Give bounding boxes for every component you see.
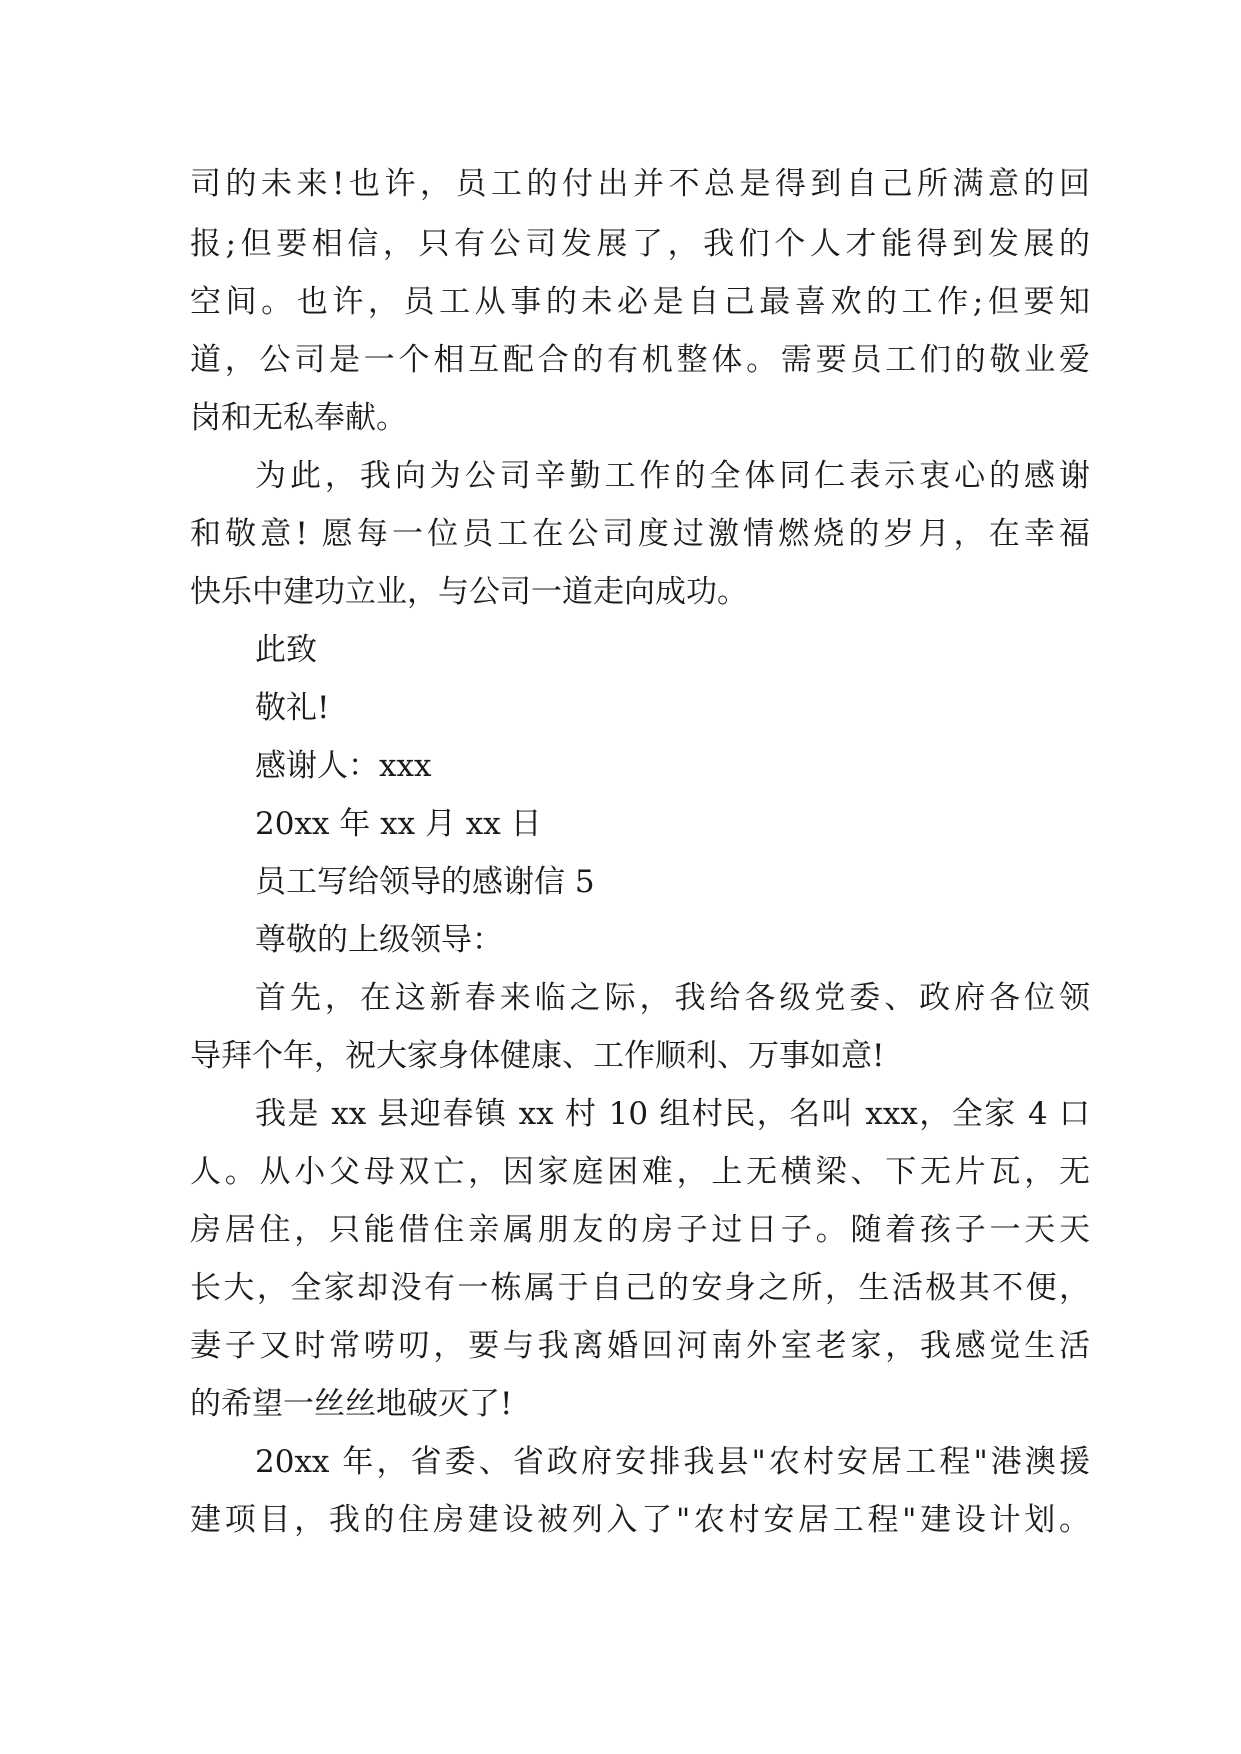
paragraph-line: 道，公司是一个相互配合的有机整体。需要员工们的敬业爱	[190, 342, 1090, 378]
closing-line: 此致	[255, 632, 317, 668]
paragraph-line: 司的未来!也许，员工的付出并不总是得到自己所满意的回	[190, 166, 1090, 202]
paragraph-line: 报;但要相信，只有公司发展了，我们个人才能得到发展的	[190, 226, 1090, 262]
paragraph-line: 为此，我向为公司辛勤工作的全体同仁表示衷心的感谢	[255, 458, 1090, 494]
paragraph-line: 的希望一丝丝地破灭了!	[190, 1386, 513, 1422]
salutation-line: 敬礼!	[255, 690, 330, 726]
paragraph-line: 20xx 年，省委、省政府安排我县"农村安居工程"港澳援	[255, 1444, 1090, 1480]
date-line: 20xx 年 xx 月 xx 日	[255, 806, 542, 842]
paragraph-line: 我是 xx 县迎春镇 xx 村 10 组村民，名叫 xxx，全家 4 口	[255, 1096, 1090, 1132]
paragraph-line: 妻子又时常唠叨，要与我离婚回河南外室老家，我感觉生活	[190, 1328, 1090, 1364]
paragraph-line: 和敬意! 愿每一位员工在公司度过激情燃烧的岁月，在幸福	[190, 516, 1090, 552]
paragraph-line: 房居住，只能借住亲属朋友的房子过日子。随着孩子一天天	[190, 1212, 1090, 1248]
paragraph-line: 导拜个年，祝大家身体健康、工作顺利、万事如意!	[190, 1038, 885, 1074]
paragraph-line: 长大，全家却没有一栋属于自己的安身之所，生活极其不便，	[190, 1270, 1090, 1306]
paragraph-line: 快乐中建功立业，与公司一道走向成功。	[190, 574, 748, 610]
paragraph-line: 空间。也许，员工从事的未必是自己最喜欢的工作;但要知	[190, 284, 1090, 320]
greeting-line: 尊敬的上级领导：	[255, 922, 503, 958]
signature-line: 感谢人：xxx	[255, 748, 432, 784]
paragraph-line: 人。从小父母双亡，因家庭困难，上无横梁、下无片瓦，无	[190, 1154, 1090, 1190]
paragraph-line: 岗和无私奉献。	[190, 400, 407, 436]
letter-title: 员工写给领导的感谢信 5	[255, 864, 595, 900]
paragraph-line: 首先，在这新春来临之际，我给各级党委、政府各位领	[255, 980, 1090, 1016]
paragraph-line: 建项目，我的住房建设被列入了"农村安居工程"建设计划。	[190, 1502, 1090, 1538]
